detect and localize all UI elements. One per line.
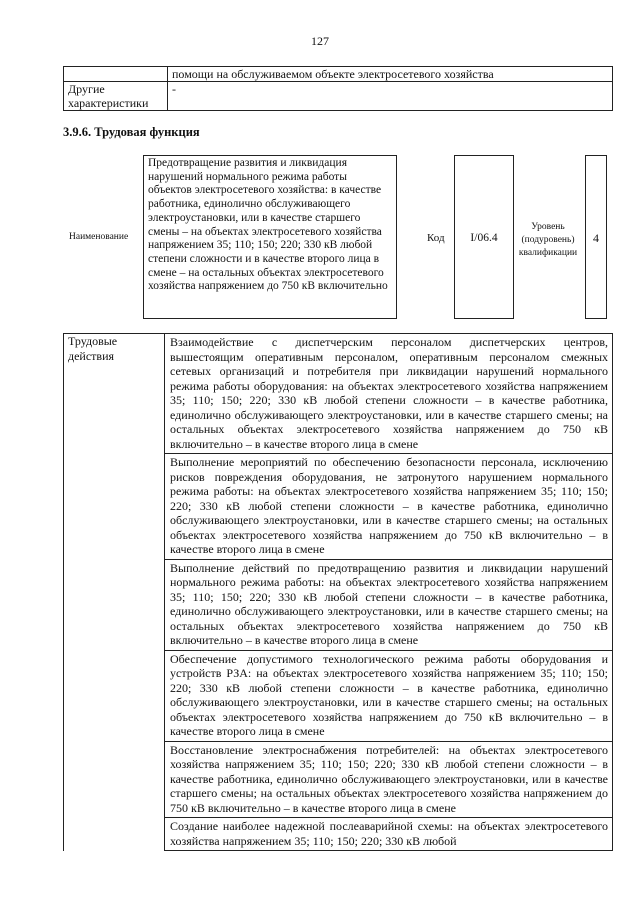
labor-actions-table xyxy=(63,333,613,851)
labor-action-item: Выполнение мероприятий по обеспечению безопасности персонала, исключению рисков повреждения оборудования, не затронутого нарушением нормального режима работы: на объектах электросетевого хозяйства напряжением 35; 110; 150; 220; 330 кВ любой степени сложности – в качестве работника, единолично обслуживающего электроустановки, или в качестве старшего смены; на остальных объектах электросетевого хозяйства напряжением до 750 кВ включительно – в качестве второго лица в смене xyxy=(165,454,613,560)
name-label: Наименование xyxy=(69,232,129,242)
labor-action-item: Взаимодействие с диспетчерским персоналом диспетчерских центров, вышестоящим оперативным персоналом, оперативным персоналом смежных сетевых организаций и потребителя при ликвидации нарушений нормального режима работы оборудования: на объектах электросетевого хозяйства напряжением 35; 110; 150; 220; 330 кВ любой степени сложности – в качестве работника, единолично обслуживающего электроустановки, или в качестве старшего смены; на остальных объектах электросетевого хозяйства напряжением до 750 кВ включительно – в качестве второго лица в смене xyxy=(165,334,613,454)
code-value: I/06.4 xyxy=(454,155,514,319)
labor-action-item: Создание наиболее надежной послеаварийной схемы: на объектах электросетевого хозяйства напряжением 35; 110; 150; 220; 330 кВ любой xyxy=(165,818,613,851)
other-characteristics-label: Другие характеристики xyxy=(64,82,168,111)
page-number: 127 xyxy=(311,34,329,48)
table-row xyxy=(64,82,613,111)
table-cell-text: помощи на обслуживаемом объекте электросетевого хозяйства xyxy=(168,67,613,82)
labor-action-item: Восстановление электроснабжения потребителей: на объектах электросетевого хозяйства напряжением 35; 110; 150; 220; 330 кВ любой степени сложности – в качестве работника, единолично обслуживающего электроустановки, или в качестве старшего смены; на остальных объектах электросетевого хозяйства напряжением до 750 кВ включительно – в качестве второго лица в смене xyxy=(165,741,613,818)
table-row xyxy=(64,67,613,82)
other-characteristics-value: - xyxy=(168,82,613,111)
labor-actions-section xyxy=(63,333,613,901)
table-row xyxy=(64,334,613,454)
code-label: Код xyxy=(427,232,445,244)
table-cell-empty xyxy=(64,67,168,82)
qualification-level-label: Уровень (подуровень) квалификации xyxy=(518,222,578,258)
function-header xyxy=(63,155,613,319)
section-title: 3.9.6. Трудовая функция xyxy=(63,125,200,139)
labor-action-item: Обеспечение допустимого технологического режима работы оборудования и устройств РЗА: на объектах электросетевого хозяйства напряжением 35; 110; 150; 220; 330 кВ любой степени сложности – в качестве работника, единолично обслуживающего электроустановки, или в качестве старшего смены; на остальных объектах электросетевого хозяйства напряжением до 750 кВ включительно – в качестве второго лица в смене xyxy=(165,650,613,741)
labor-actions-label: Трудовые действия xyxy=(64,334,165,851)
qualification-level-value: 4 xyxy=(585,155,607,319)
previous-table-end xyxy=(63,66,613,111)
function-name: Предотвращение развития и ликвидация нарушений нормального режима работы объектов электросетевого хозяйства: в качестве работника, единолично обслуживающего электроустановки, или в качестве старшего смены – на объектах электросетевого хозяйства напряжением 35; 110; 150; 220; 330 кВ любой степени сложности и в качестве второго лица в смене – на остальных объектах электросетевого хозяйства напряжением до 750 кВ включительно xyxy=(143,155,397,319)
labor-action-item: Выполнение действий по предотвращению развития и ликвидации нарушений нормального режима работы: на объектах электросетевого хозяйства напряжением 35; 110; 150; 220; 330 кВ любой степени сложности – в качестве работника, единолично обслуживающего электроустановки, или в качестве старшего смены; на остальных объектах электросетевого хозяйства напряжением до 750 кВ включительно – в качестве второго лица в смене xyxy=(165,559,613,650)
